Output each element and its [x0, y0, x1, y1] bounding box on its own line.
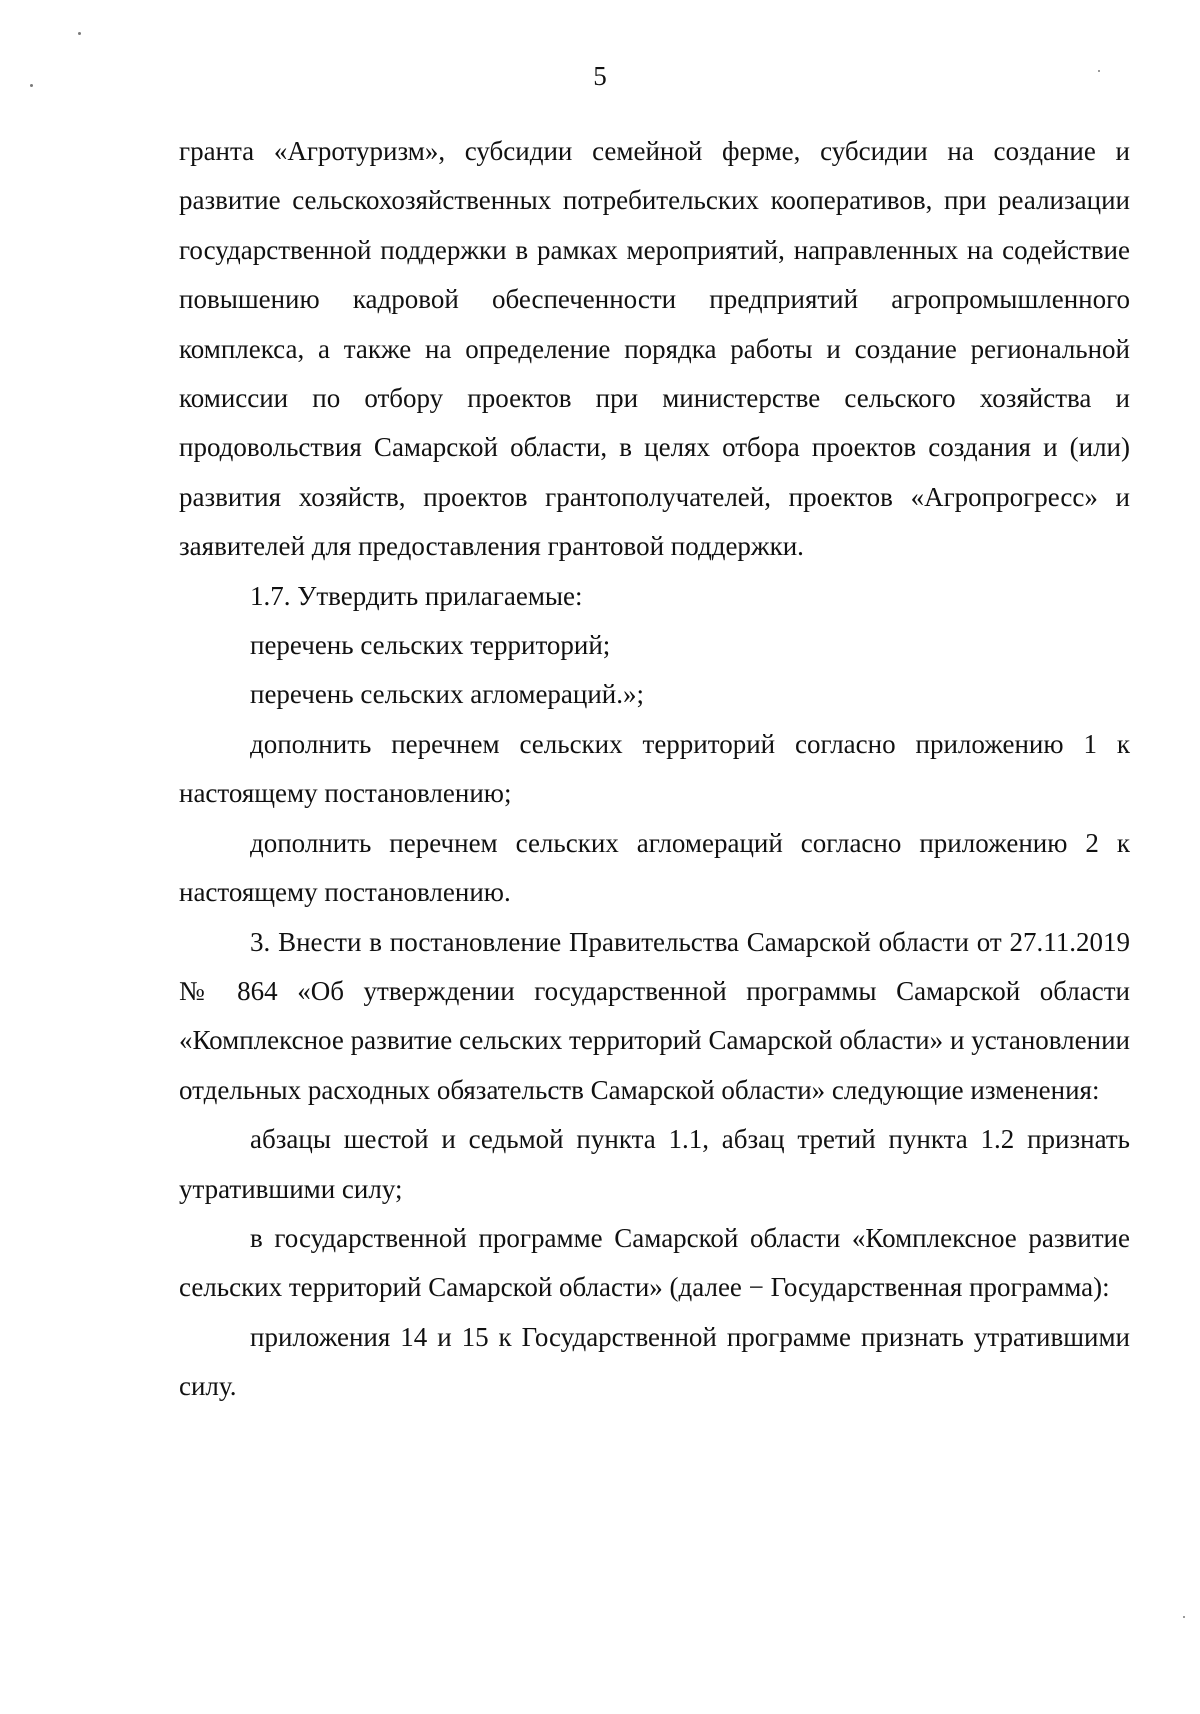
paragraph-state-program: в государственной программе Самарской области «Комплексное развитие сельских территорий Самарской области» (далее − Государственная программа):: [179, 1222, 1130, 1303]
scan-speck: [78, 32, 81, 35]
paragraph-supplement-annex-2: дополнить перечнем сельских агломераций согласно приложению 2 к настоящему постановлению.: [179, 827, 1130, 908]
scan-speck: [1098, 70, 1100, 72]
paragraph-invalidate-clauses: абзацы шестой и седьмой пункта 1.1, абзац третий пункта 1.2 признать утратившими силу;: [179, 1124, 1130, 1204]
paragraph-1-7-approve: 1.7. Утвердить прилагаемые:: [250, 580, 583, 611]
paragraph-invalidate-annexes: приложения 14 и 15 к Государственной программе признать утратившими силу.: [179, 1321, 1130, 1402]
paragraph-item-3-amendments: 3. Внести в постановление Правительства Самарской области от 27.11.2019 № 864 «Об утверждении государственной программы Самарской области «Комплексное развитие сельских территорий Самарской области» и установлении отдельных расходных обязательств Самарской области» следующие изменения:: [179, 926, 1130, 1105]
paragraph-supplement-annex-1: дополнить перечнем сельских территорий согласно приложению 1 к настоящему постановлению;: [179, 728, 1130, 809]
paragraph-list-rural-agglomerations: перечень сельских агломераций.»;: [250, 679, 645, 710]
paragraph-grants-continuation: гранта «Агротуризм», субсидии семейной ферме, субсидии на создание и развитие сельскохозяйственных потребительских кооперативов, при реализации государственной поддержки в рамках мероприятий, направленных на содействие повышению кадровой обеспеченности предприятий агропромышленного комплекса, а также на определение порядка работы и создание региональной комиссии по отбору проектов при министерстве сельского хозяйства и продовольствия Самарской области, в целях отбора проектов создания и (или) развития хозяйств, проектов грантополучателей, проектов «Агропрогресс» и заявителей для предоставления грантовой поддержки.: [179, 136, 1130, 562]
scan-speck: [1183, 1616, 1185, 1618]
paragraph-list-rural-territories: перечень сельских территорий;: [250, 630, 611, 661]
page-number: 5: [593, 61, 607, 91]
document-body: [179, 127, 1130, 1412]
scan-speck: [30, 84, 33, 87]
